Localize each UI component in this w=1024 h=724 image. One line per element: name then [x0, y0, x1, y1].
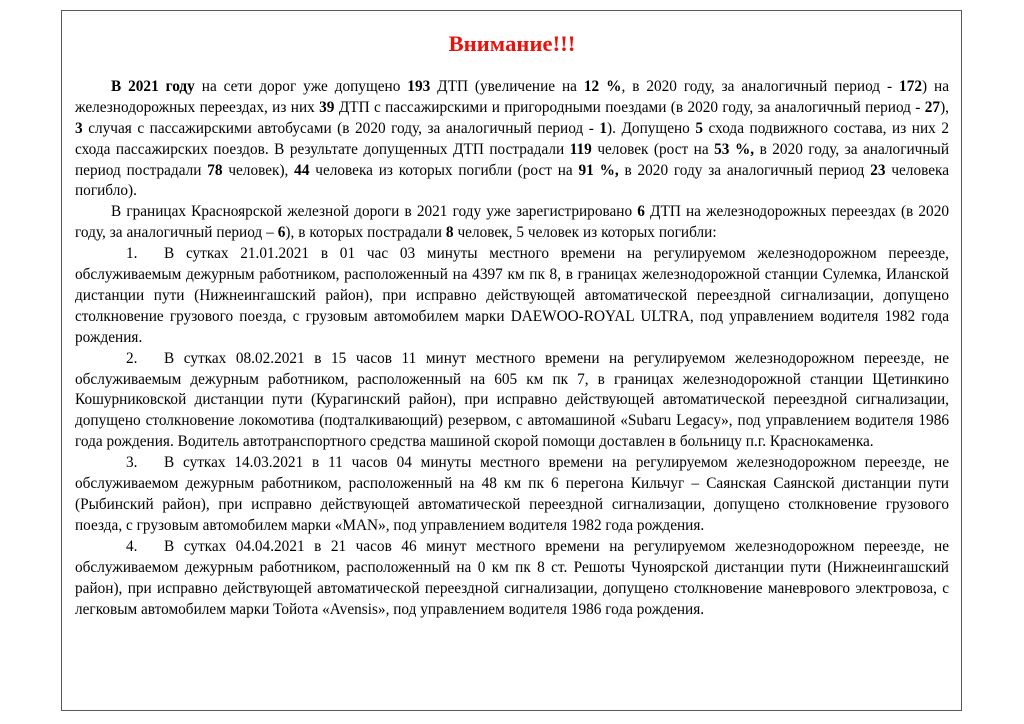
paragraph-text: на сети дорог уже допущено: [194, 77, 408, 95]
paragraph-text: ДТП (увеличение на: [430, 77, 584, 95]
emphasized-figure: 39: [319, 98, 335, 116]
paragraph-text: человек (рост на: [591, 140, 715, 158]
paragraph-summary-krasnoyarsk: [75, 202, 949, 244]
list-item: [75, 537, 949, 621]
paragraph-text: ), в которых пострадали: [285, 224, 446, 242]
paragraph-text: , в 2020 году, за аналогичный период -: [621, 77, 900, 95]
list-item-number: 4.: [126, 537, 138, 555]
summary-paragraphs: [75, 77, 949, 244]
incident-list: [75, 244, 949, 620]
emphasized-figure: 23: [870, 161, 886, 179]
emphasized-figure: 5: [695, 119, 704, 137]
page-title: Внимание!!!: [448, 31, 576, 56]
list-item-number: 3.: [126, 454, 138, 472]
paragraph-text: схода подвижного состава, из них 2 схода пассажирских поездов. В результате допущенных ДТП пострадали: [75, 119, 950, 158]
emphasized-figure: 91 %,: [578, 161, 619, 179]
emphasized-figure: 6: [637, 203, 645, 221]
paragraph-text: ). Допущено: [607, 119, 696, 137]
paragraph-text: ),: [940, 98, 949, 116]
emphasized-figure: 1: [599, 119, 608, 137]
list-item-text: В сутках 08.02.2021 в 15 часов 11 минут местного времени на регулируемом железнодорожном переезде, не обслуживаемым дежурным работником, расположенный на 605 км пк 7, в границах железнодорожной станции Щетинкино Кошурниковской дистанции пути (Курагинский район), при исправно действующей автоматической переездной сигнализации, допущено столкновение локомотива (подталкивающий) резервом, с автомашиной «Subaru Legacy», под управлением водителя 1986 года рождения. Водитель автотранспортного средства машиной скорой помощи доставлен в больницу п.г. Краснокаменка.: [75, 349, 949, 451]
paragraph-text: в 2020 году за аналогичный период: [618, 161, 871, 179]
document-content: [75, 31, 949, 620]
paragraph-summary-network: [75, 77, 949, 202]
emphasized-figure: 44: [294, 161, 310, 179]
list-item-text: В сутках 14.03.2021 в 11 часов 04 минуты местного времени на регулируемом железнодорожном переезде, не обслуживаемом дежурным работником, расположенный на 48 км пк 6 перегона Кильчуг – Саянская Саянской дистанции пути (Рыбинский район), при исправно действующей автоматической переездной сигнализации, допущено столкновение грузового поезда, с грузовым автомобилем марки «MAN», под управлением водителя 1982 года рождения.: [75, 454, 949, 534]
emphasized-figure: 3: [75, 119, 83, 137]
paragraph-text: ДТП на железнодорожных переездах (в 2020 году, за аналогичный период –: [75, 203, 949, 242]
paragraph-text: В границах Красноярской железной дороги в 2021 году уже зарегистрировано: [111, 203, 638, 221]
list-item: [75, 349, 949, 454]
emphasized-figure: В 2021 году: [111, 77, 195, 95]
list-item-number: 2.: [126, 349, 138, 367]
paragraph-text: в 2020 году, за аналогичный период пострадали: [75, 140, 950, 179]
document-border-frame: [61, 10, 962, 711]
emphasized-figure: 6: [277, 224, 286, 242]
emphasized-figure: 119: [569, 140, 592, 158]
paragraph-text: случая с пассажирскими автобусами (в 2020 году, за аналогичный период -: [82, 119, 600, 137]
list-item-text: В сутках 21.01.2021 в 01 час 03 минуты местного времени на регулируемом железнодорожном переезде, обслуживаемым дежурным работником, расположенный на 4397 км пк 8, в границах железнодорожной станции Сулемка, Иланской дистанции пути (Нижнеингашский район), при исправно действующей автоматической переездной сигнализации, допущено столкновение грузового поезда, с грузовым автомобилем марки DAEWOO-ROYAL ULTRA, под управлением водителя 1982 года рождения.: [75, 245, 949, 346]
emphasized-figure: 78: [207, 161, 223, 179]
emphasized-figure: 27: [924, 98, 941, 116]
emphasized-figure: 12 %: [583, 77, 622, 95]
emphasized-figure: 193: [407, 77, 431, 95]
list-item: [75, 244, 949, 349]
paragraph-text: человека из которых погибли (рост на: [309, 161, 579, 179]
list-item-number: 1.: [126, 245, 138, 263]
paragraph-text: человека погибло).: [75, 161, 950, 200]
paragraph-text: ) на железнодорожных переездах, из них: [75, 77, 949, 116]
emphasized-figure: 172: [899, 77, 922, 95]
list-item: [75, 453, 949, 537]
paragraph-text: ДТП с пассажирскими и пригородными поездами (в 2020 году, за аналогичный период -: [334, 98, 925, 116]
emphasized-figure: 53 %,: [714, 140, 755, 158]
emphasized-figure: 8: [445, 224, 454, 242]
paragraph-text: человек),: [222, 161, 295, 179]
list-item-text: В сутках 04.04.2021 в 21 часов 46 минут местного времени на регулируемом железнодорожном переезде, не обслуживаемом дежурным работником, расположенный на 0 км пк 8 ст. Решоты Чуноярской дистанции пути (Нижнеингашский район), при исправно действующей автоматической переездной сигнализации, допущено столкновение маневрового электровоза, с легковым автомобилем марки Тойота «Avensis», под управлением водителя 1986 года рождения.: [75, 537, 949, 618]
paragraph-text: человек, 5 человек из которых погибли:: [453, 224, 717, 242]
